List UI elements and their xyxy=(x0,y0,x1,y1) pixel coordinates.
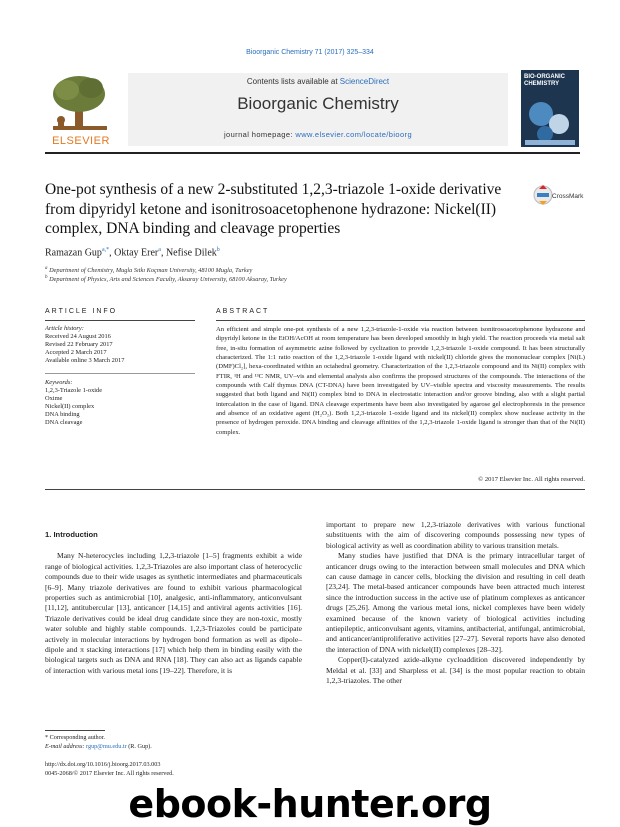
keyword-item: DNA binding xyxy=(45,411,80,418)
affiliation-a xyxy=(45,266,252,274)
issn-line: 0045-2068/© 2017 Elsevier Inc. All rights reserved. xyxy=(45,770,174,777)
author-affiliation-marker[interactable]: b xyxy=(216,247,220,253)
watermark-text: ebook-hunter.org xyxy=(128,782,492,826)
email-label: E-mail address: xyxy=(45,743,85,750)
journal-reference[interactable]: Bioorganic Chemistry 71 (2017) 325–334 xyxy=(246,49,374,56)
article-history xyxy=(45,325,195,365)
abstract-copyright: © 2017 Elsevier Inc. All rights reserved. xyxy=(478,476,585,483)
homepage-prefix: journal homepage: xyxy=(223,130,293,139)
author-affiliation-marker[interactable]: a xyxy=(158,247,161,253)
history-item: Accepted 2 March 2017 xyxy=(45,349,107,356)
keywords xyxy=(45,379,195,427)
keyword-item: DNA cleavage xyxy=(45,419,83,426)
history-item: Available online 3 March 2017 xyxy=(45,357,125,364)
journal-homepage-line xyxy=(128,130,508,139)
author-list: Ramazan Gup$^{a,*}$, Oktay Erer$^a$, Nefise Dilek$^b$ xyxy=(45,247,220,259)
abstract-heading: ABSTRACT xyxy=(216,308,270,315)
article-info-heading: ARTICLE INFO xyxy=(45,308,118,315)
email-suffix: (R. Gup). xyxy=(128,743,152,750)
author-name[interactable]: Ramazan Gup xyxy=(45,247,102,259)
body-paragraph: Many N-heterocycles including 1,2,3-triazole [1–5] fragments exhibit a wide range of biological activities. 1,2,3-Triazoles are also important class of heterocyclic compounds due to their wide usages as synthetic intermediates and pharmaceuticals [6–9]. Many triazole derivatives are found to exhibit various pharmacological properties such as antimicrobial [10], analgesic, anti-inflammatory, anticonvulsant [11,12], antitubercular [13], anticancer [14,15] and antiviral agents activities [16]. Triazole derivatives could be ideal drug candidate since they are non-toxic, mostly water soluble and highly stable compounds. 1,2,3-Triazoles could be participate actively in molecular interactions by hydrogen bond formation as well as dipole–dipole and π stacking interactions [17] which help them in binding easily with the biological targets such as DNA and RNA [18]. They can also act as ligands capable of interaction with various metal ions [19–22]. Therefore, it is xyxy=(45,551,302,675)
history-item: Received 24 August 2016 xyxy=(45,333,111,340)
info-inner-divider xyxy=(45,373,195,374)
author-name[interactable]: Oktay Erer xyxy=(114,247,159,259)
crossmark-icon[interactable] xyxy=(533,183,553,207)
header-divider xyxy=(45,152,580,154)
homepage-link[interactable]: www.elsevier.com/locate/bioorg xyxy=(295,130,413,139)
email-line xyxy=(45,743,152,750)
history-label: Article history: xyxy=(45,325,84,332)
history-item: Revised 22 February 2017 xyxy=(45,341,113,348)
contents-available-line xyxy=(128,77,508,86)
author-affiliation-marker[interactable]: a,* xyxy=(101,247,110,253)
abstract-divider xyxy=(216,320,585,321)
affiliation-text: Department of Physics, Arts and Sciences Faculty, Aksaray University, 68100 Aksaray, Turkey xyxy=(49,276,287,284)
email-link[interactable]: rgup@mu.edu.tr xyxy=(86,743,127,750)
front-matter-divider xyxy=(45,489,585,490)
keywords-label: Keywords: xyxy=(45,379,73,386)
contents-prefix: Contents lists available at xyxy=(246,77,338,86)
footnote-rule xyxy=(45,730,105,731)
crossmark-label[interactable]: CrossMark xyxy=(552,193,584,200)
keyword-item: Nickel(II) complex xyxy=(45,403,95,410)
affiliation-b xyxy=(45,275,287,283)
doi-link[interactable]: http://dx.doi.org/10.1016/j.bioorg.2017.03.003 xyxy=(45,761,161,768)
article-info-divider xyxy=(45,320,195,321)
body-paragraph: Copper(I)-catalyzed azide-alkyne cycloaddition discovered independently by Meldal et al. [33] and Sharpless et al. [34] is the most popular reaction to obtain 1,2,3-triazoles. The other xyxy=(326,655,585,686)
body-paragraph: Many studies have justified that DNA is the primary intracellular target of anticancer drugs owing to the interaction between small molecules and DNA which can cause damage in cancer cells, blocking the division and resulting in cell death [23,24]. The metal-based anticancer compounds have been attracted much interest since the introduction success in the active use of platinum complexes as anticancer drugs [25,26]. Among the various metal ions, nickel complexes have been widely examined because of the known variety of biological activities including antiepileptic, anticonvulsant agents, vitamins, antibacterial, antifungal, antimicrobial, and anticancer/antiproliferative activities [27–27]. Several reports have also denoted the interaction of DNA with nickel(II) complexes [28–32]. xyxy=(326,551,585,654)
affiliation-text: Department of Chemistry, Mugla Sıtkı Koçman University, 48100 Mugla, Turkey xyxy=(49,267,253,275)
affiliation-marker: a xyxy=(45,266,48,271)
corresponding-author-note: * Corresponding author. xyxy=(45,734,105,741)
author-name[interactable]: Nefise Dilek xyxy=(165,247,217,259)
body-paragraph: important to prepare new 1,2,3-triazole derivatives with various functional substituents with the aim of discovering compounds possessing new types of biological activity as well as coordination ability to various transition metals. xyxy=(326,520,585,550)
sciencedirect-link[interactable]: ScienceDirect xyxy=(339,77,390,86)
journal-cover-image xyxy=(521,70,579,147)
publisher-name: ELSEVIER xyxy=(52,135,110,147)
abstract-text: An efficient and simple one-pot synthesis of a new 1,2,3-triazole-1-oxide via reaction between isonitrosoacetophenone hydrazone and dipyridyl ketone in the EtOH/AcOH at room temperature has been developed smoothly in high yield. The reaction proceeds via metal salt free, in-situ formation of asymmetric azine followed by cyclization to provide 1,2,3-triazole 1-oxide compound. It has been structurally characterized. The 1:1 ratio reaction of the 1,2,3-triazole 1-oxide ligand with nickel(II) chloride gives the mononuclear complex [Ni(L)(DMF)Cl₂], hexa-coordinated within an octahedral geometry. Characterization of the 1,2,3-triazole compound and its Ni(II) complex with FTIR, ¹H and ¹³C NMR, UV–vis and elemental analysis also confirms the proposed structures of the compounds. The interactions of the compounds with Calf thymus DNA (CT-DNA) have been investigated by UV–visible spectra and viscosity measurements. The results suggested that both ligand and Ni(II) complex bind to DNA in electrostatic interaction and/or groove binding, also with a slight partial intercalation in the case of ligand. DNA cleavage experiments have been also investigated by agarose gel electrophoresis in the presence and absence of an oxidative agent (H₂O₂). Both 1,2,3-triazole 1-oxide ligand and its nickel(II) complex show nuclease activity in the presence of hydrogen peroxide. DNA binding and cleavage affinities of the 1,2,3-triazole 1-oxide ligand is stronger than that of the Ni(II) complex. xyxy=(216,326,585,436)
section-heading: 1. Introduction xyxy=(45,530,98,539)
cover-artwork xyxy=(521,94,579,147)
keyword-item: 1,2,3-Triazole 1-oxide xyxy=(45,387,103,394)
cover-title: BIO-ORGANIC CHEMISTRY xyxy=(524,74,565,87)
body-right-column xyxy=(326,520,585,687)
article-title: One-pot synthesis of a new 2-substituted 1,2,3-triazole 1-oxide derivative from dipyridyl ketone and isonitrosoacetophenone hydrazone: Nickel(II) complex, DNA binding and cleavage properties xyxy=(45,181,502,237)
affiliation-marker: b xyxy=(45,275,48,280)
journal-title: Bioorganic Chemistry xyxy=(237,94,399,113)
body-left-column xyxy=(45,530,302,676)
keyword-item: Oxime xyxy=(45,395,63,402)
